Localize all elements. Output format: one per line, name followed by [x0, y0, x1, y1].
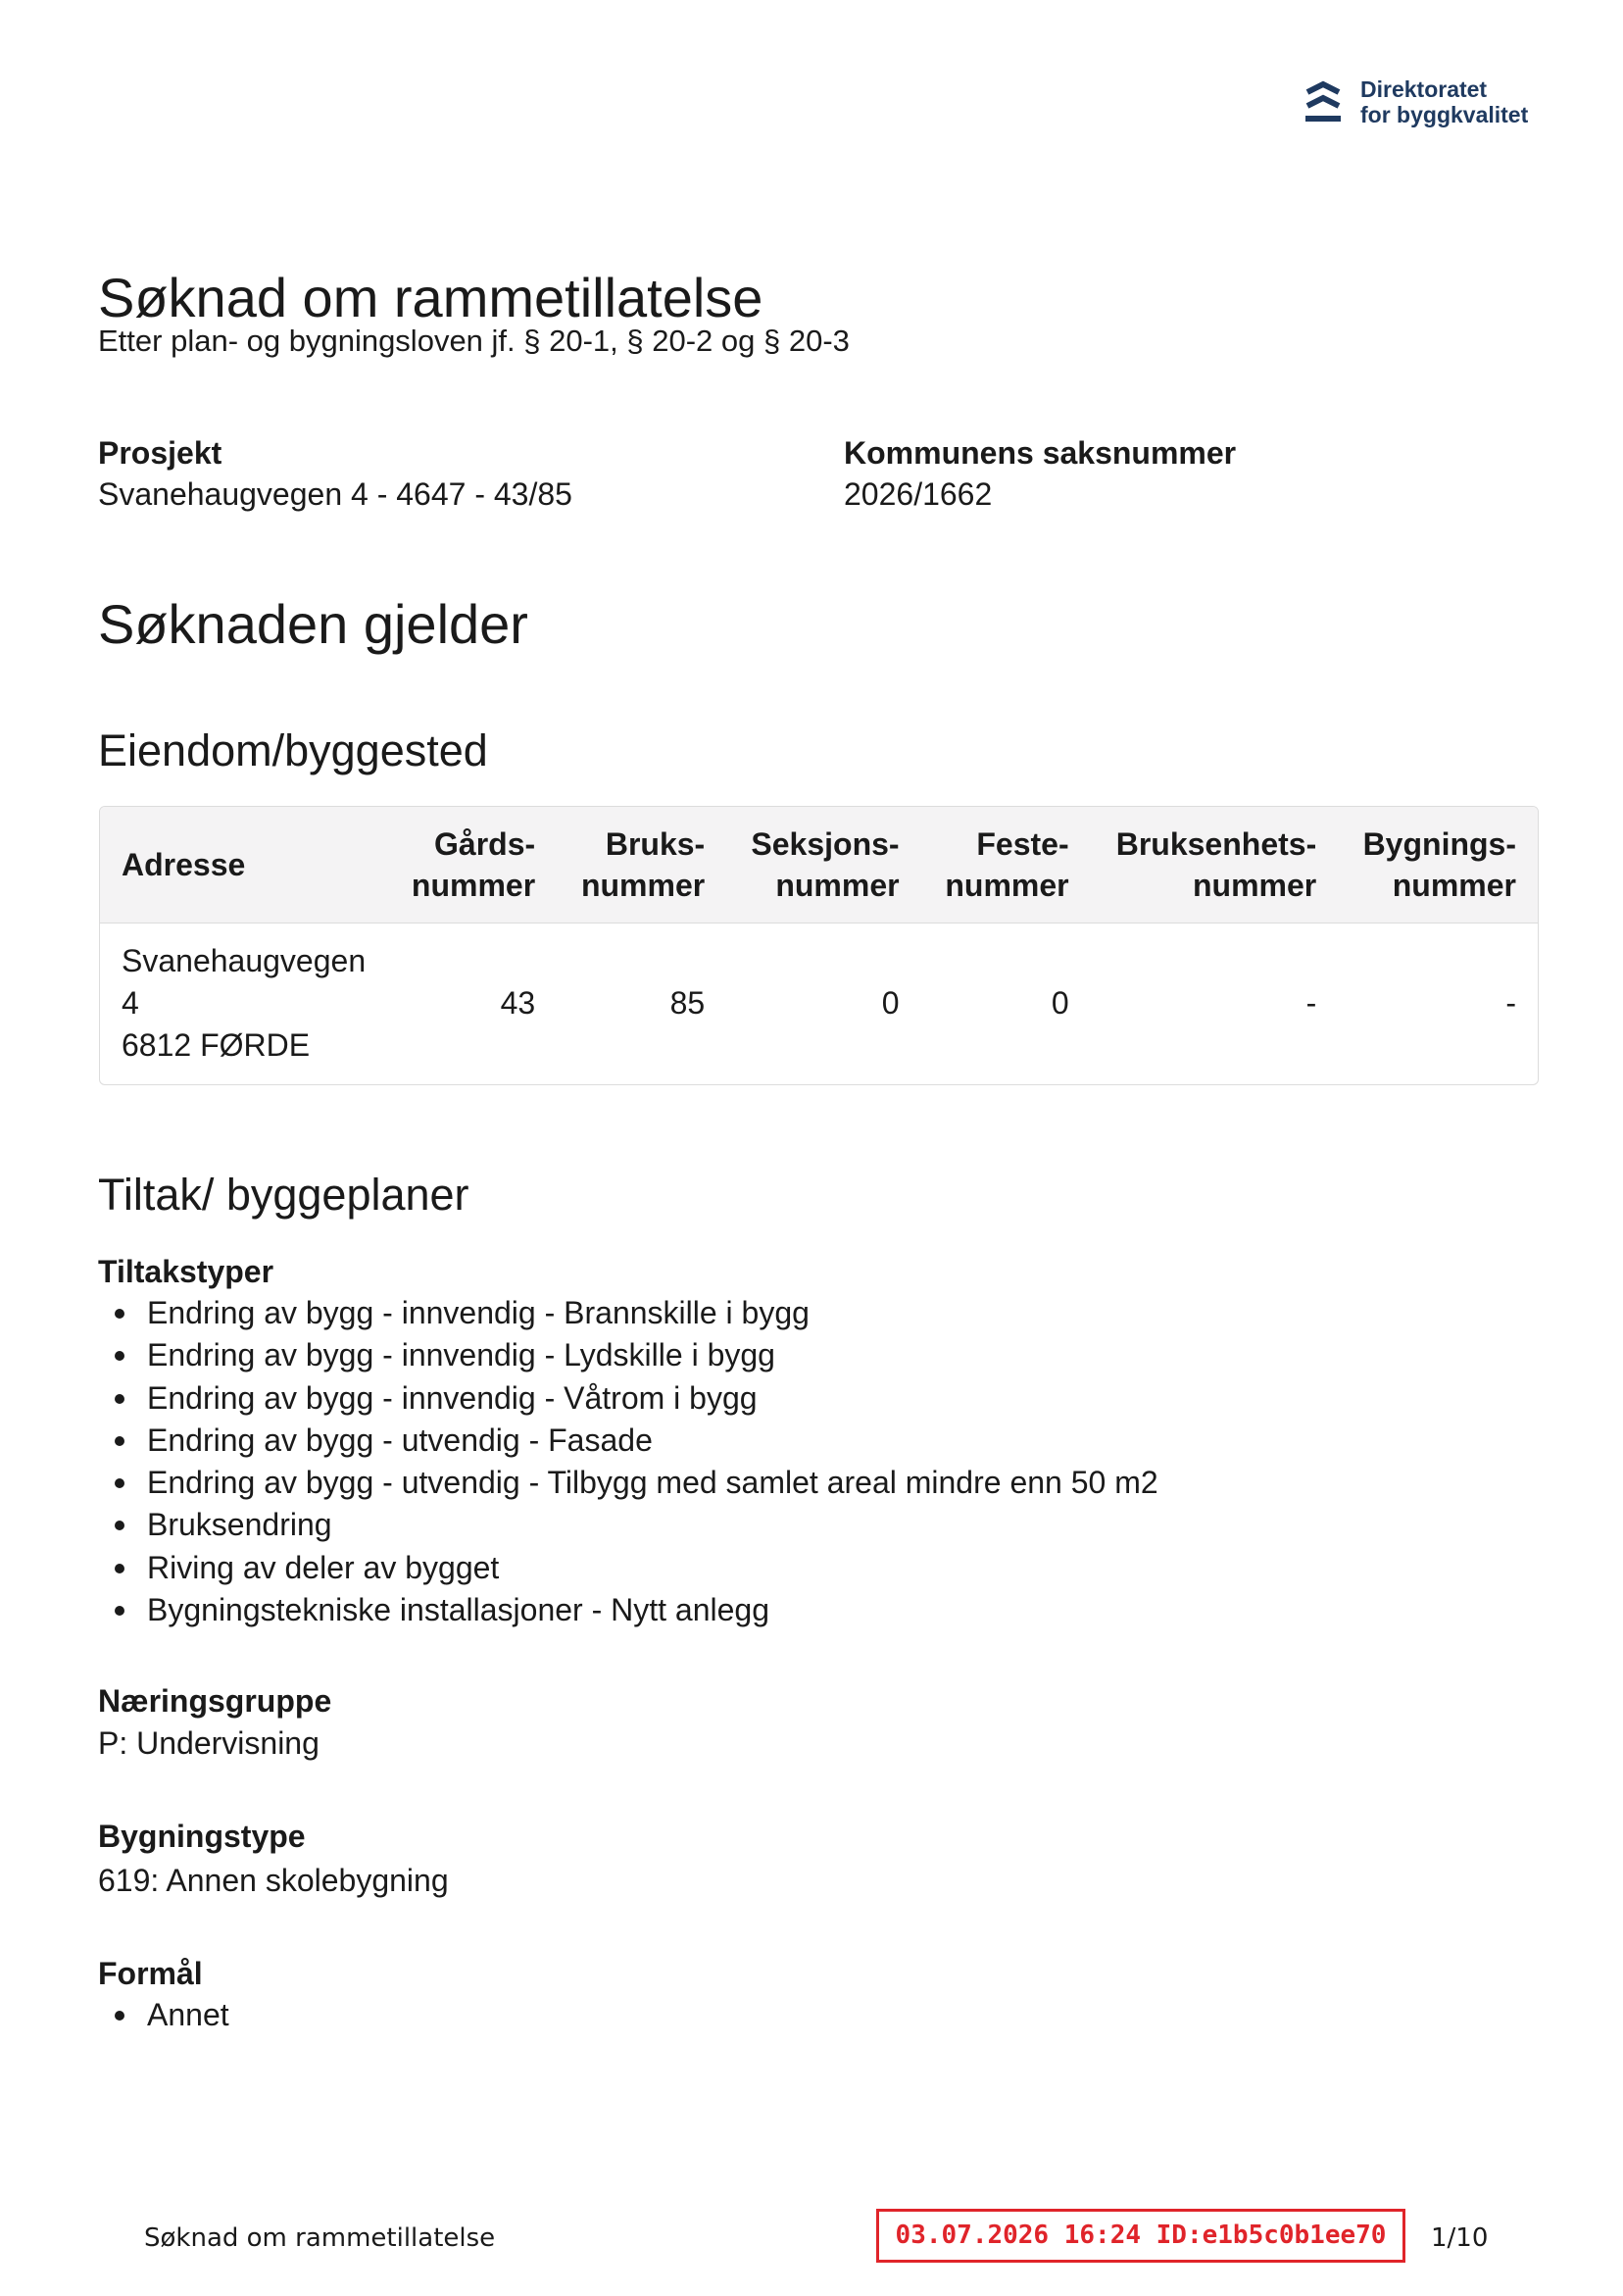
- column-header-bygningsnummer: Bygnings- nummer: [1362, 825, 1516, 903]
- measure-types-label: Tiltakstyper: [98, 1254, 274, 1289]
- project-value: Svanehaugvegen 4 - 4647 - 43/85: [98, 476, 572, 512]
- list-item: Annet: [98, 1994, 229, 2036]
- footer-page-number: 1/10: [1431, 2223, 1489, 2253]
- case-number-value: 2026/1662: [844, 476, 993, 512]
- list-item: Bruksendring: [98, 1504, 1158, 1546]
- dibk-logo-icon: [1303, 80, 1343, 129]
- column-header-seksjonsnummer: Seksjons- nummer: [751, 825, 900, 903]
- logo: [1303, 76, 1528, 129]
- logo-line1: Direktoratet: [1360, 76, 1488, 102]
- column-header-address: Adresse: [122, 846, 246, 882]
- table-header-row: [100, 807, 1538, 923]
- building-type-value: 619: Annen skolebygning: [98, 1863, 449, 1898]
- logo-text: [1360, 76, 1528, 127]
- section-heading: Søknaden gjelder: [98, 593, 528, 655]
- footer-document-name: Søknad om rammetillatelse: [144, 2223, 496, 2253]
- table-row: [100, 923, 1538, 1084]
- case-number-label: Kommunens saksnummer: [844, 435, 1237, 471]
- cell-bruksenhetsnummer: -: [1305, 985, 1317, 1022]
- cell-seksjonsnummer: 0: [881, 985, 900, 1022]
- cell-bygningsnummer: -: [1505, 985, 1516, 1022]
- document-subtitle: Etter plan- og bygningsloven jf. § 20-1, § 20-2 og § 20-3: [98, 324, 850, 358]
- case-number-field: [844, 433, 1236, 516]
- column-header-festenummer: Feste- nummer: [945, 825, 1069, 903]
- document-title: Søknad om rammetillatelse: [98, 267, 763, 328]
- measure-types-list: [98, 1292, 1158, 1631]
- footer-timestamp-stamp: 03.07.2026 16:24 ID:e1b5c0b1ee70: [876, 2209, 1405, 2263]
- list-item: Endring av bygg - utvendig - Tilbygg med samlet areal mindre enn 50 m2: [98, 1462, 1158, 1504]
- purpose-list: [98, 1994, 229, 2036]
- logo-line2: for byggkvalitet: [1360, 102, 1529, 127]
- column-header-bruksnummer: Bruks- nummer: [580, 825, 706, 903]
- cell-gardsnummer: 43: [500, 985, 536, 1022]
- cell-festenummer: 0: [1051, 985, 1069, 1022]
- property-table: [99, 806, 1539, 1085]
- cell-address: Svanehaugvegen 4 6812 FØRDE: [122, 943, 367, 1064]
- industry-value: P: Undervisning: [98, 1725, 320, 1761]
- purpose-label: Formål: [98, 1956, 203, 1991]
- building-type-label: Bygningstype: [98, 1819, 306, 1854]
- cell-bruksnummer: 85: [669, 985, 706, 1022]
- project-field: [98, 433, 572, 516]
- column-header-gardsnummer: Gårds- nummer: [411, 825, 536, 903]
- industry-label: Næringsgruppe: [98, 1683, 332, 1719]
- list-item: Bygningstekniske installasjoner - Nytt anlegg: [98, 1589, 1158, 1631]
- column-header-bruksenhetsnummer: Bruksenhets- nummer: [1115, 825, 1317, 903]
- list-item: Endring av bygg - innvendig - Lydskille i bygg: [98, 1334, 1158, 1376]
- project-label: Prosjekt: [98, 435, 222, 471]
- measures-heading: Tiltak/ byggeplaner: [98, 1170, 469, 1220]
- list-item: Endring av bygg - utvendig - Fasade: [98, 1420, 1158, 1462]
- list-item: Endring av bygg - innvendig - Våtrom i bygg: [98, 1377, 1158, 1420]
- list-item: Riving av deler av bygget: [98, 1547, 1158, 1589]
- list-item: Endring av bygg - innvendig - Brannskille i bygg: [98, 1292, 1158, 1334]
- property-heading: Eiendom/byggested: [98, 725, 488, 775]
